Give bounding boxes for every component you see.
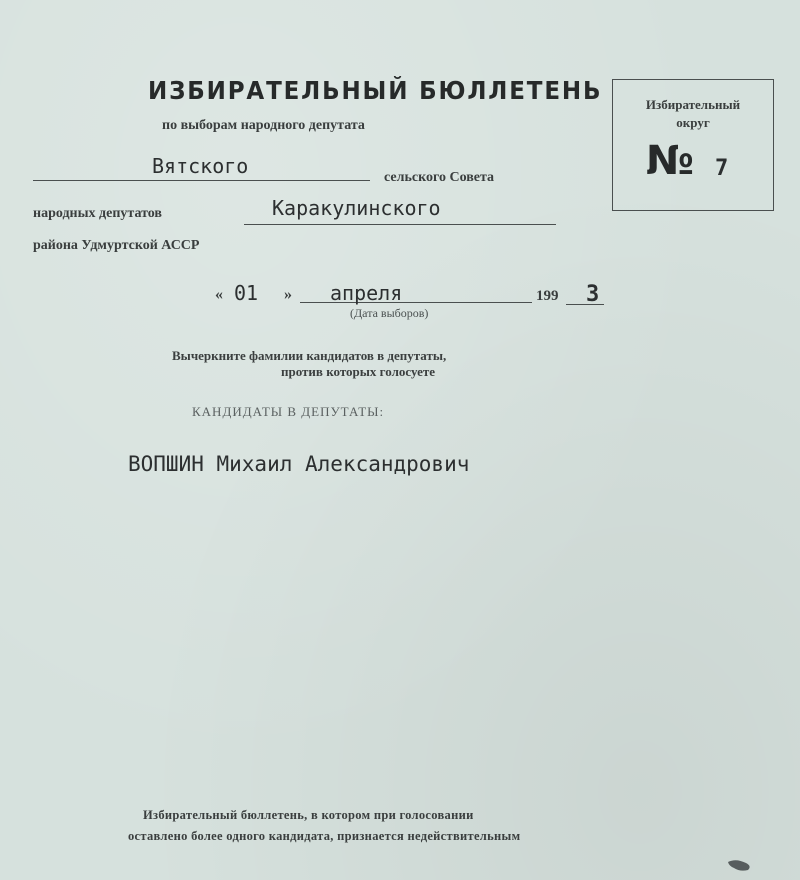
council-name-line [33, 180, 370, 181]
instruction-line-2: против которых голосуете [281, 364, 436, 379]
date-open-quote: « [215, 286, 223, 303]
ink-mark [726, 856, 756, 876]
footer-line-2: оставлено более одного кандидата, признается недействительным [128, 829, 521, 843]
region-label: района Удмуртской АССР [33, 238, 200, 253]
date-year-digit: 3 [586, 282, 600, 307]
footer-line-1: Избирательный бюллетень, в котором при голосовании [143, 808, 474, 822]
ballot-subtitle: по выборам народного депутата [162, 118, 365, 133]
district-box-label-line-1: Избирательный [645, 97, 741, 112]
council-type-label: сельского Совета [384, 170, 495, 185]
deputies-prefix-label: народных депутатов [33, 206, 162, 221]
district-box-label [613, 96, 773, 132]
instruction-line-1: Вычеркните фамилии кандидатов в депутаты, [172, 348, 447, 363]
district-name-line [244, 224, 556, 225]
date-day: 01 [234, 281, 259, 305]
date-year-prefix: 199 [536, 288, 559, 304]
district-number: 7 [715, 156, 729, 181]
district-box [612, 79, 774, 211]
council-name: Вятского [152, 154, 249, 178]
district-name: Каракулинского [272, 196, 441, 220]
district-box-label-line-2: округ [676, 115, 710, 130]
number-sign: № [646, 138, 693, 184]
date-caption: (Дата выборов) [350, 306, 429, 320]
date-close-quote: » [284, 286, 292, 303]
ballot-title: ИЗБИРАТЕЛЬНЫЙ БЮЛЛЕТЕНЬ [148, 76, 603, 105]
candidates-header: КАНДИДАТЫ В ДЕПУТАТЫ: [192, 404, 385, 419]
date-month: апреля [330, 281, 403, 305]
candidate-name: ВОПШИН Михаил Александрович [128, 452, 470, 476]
